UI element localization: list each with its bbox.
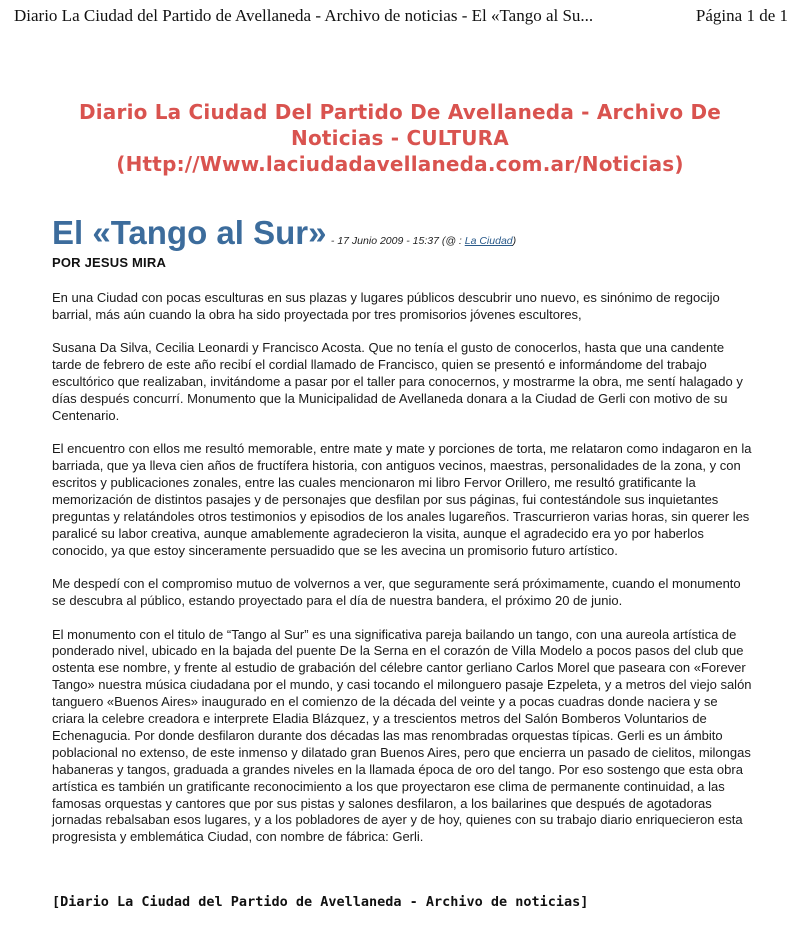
- print-header-page-number: Página 1 de 1: [695, 6, 788, 25]
- article-byline: POR JESUS MIRA: [52, 255, 167, 270]
- site-title-line-3: (Http://Www.laciudadavellaneda.com.ar/Noticias): [116, 152, 684, 176]
- article-meta-date: - 17 Junio 2009 - 15:37 (@ :: [330, 235, 465, 247]
- archive-footer-link[interactable]: [Diario La Ciudad del Partido de Avellaneda - Archivo de noticias]: [52, 894, 589, 910]
- article-paragraph-5: El monumento con el titulo de “Tango al Sur” es una significativa pareja bailando un tango, con una aureola artística de ponderado nivel, ubicado en la bajada del puente De la Serna en el corazón de Villa Modelo a pocos pasos del club que ostenta ese nombre, y frente al estudio de grabación del célebre cantor gerliano Carlos Morel que paseara con «Forever Tango» nuestra música ciudadana por el mundo, y casi tocando el milonguero pasaje Ezpeleta, y a metros del viejo salón tanguero «Buenos Aires» inaugurado en el comienzo de la década del veinte y a pocas cuadras donde naciera y se criara la celebre creadora e interprete Eladia Blázquez, y a trescientos metros del Salón Bomberos Voluntarios de Echenagucia. Por donde desfilaron durante dos décadas las mas renombradas orquestas típicas. Gerli es un ámbito poblacional no extenso, de este inmenso y dilatado gran Buenos Aires, pero que encierra un pasado de cielitos, milongas habaneras y tangos, graduada a grandes niveles en la llamada época de oro del tango. Por eso sostengo que esta obra artística es también un gratificante reconocimiento a los que proyectaron ese clima de permanente continuidad, a las famosas orquestas y cantores que por sus pistas y salones desfilaron, a los bailarines que después de agotadoras jornadas rebalsaban esos lugares, y a los pobladores de ayer y de hoy, quienes con su trabajo diario enriquecieron esta progresista y emblemática Ciudad, con nombre de fábrica: Gerli.: [52, 626, 752, 845]
- article-source-link[interactable]: La Ciudad: [464, 235, 513, 247]
- article-meta-suffix: ): [512, 235, 517, 247]
- article-header: [52, 214, 752, 254]
- site-title-line-2: Noticias - CULTURA: [291, 126, 509, 150]
- article-paragraph-4: Me despedí con el compromiso mutuo de volvernos a ver, que seguramente será próximamente, cuando el monumento se descubra al público, estando proyectado para el día de nuestra bandera, el próximo 20 de junio.: [52, 576, 741, 609]
- article-paragraph-3: El encuentro con ellos me resultó memorable, entre mate y mate y porciones de torta, me relataron como indagaron en la barriada, que ya lleva cien años de fructífera historia, con antiguos vecinos, maestras, personalidades de la zona, y con escritos y publicaciones zonales, entre las cuales mencionaron mi libro Fervor Orillero, me resultó gratificante la memorización de distintos pasajes y de personajes que desfilan por sus páginas, fui contestándole sus inquietantes preguntas y relatándoles otros testimonios y episodios de los anales lugareños. Trascurrieron varias horas, sin querer les paralicé su labor creativa, aunque amablemente agradecieron la visita, aunque el agradecido era yo por haberlos conocido, ya que estoy sinceramente persuadido que se les avecina un promisorio futuro artístico.: [52, 441, 752, 558]
- site-title-line-1: Diario La Ciudad Del Partido De Avellaneda - Archivo De: [78, 100, 722, 124]
- print-header-title: Diario La Ciudad del Partido de Avellaneda - Archivo de noticias - El «Tango al Su...: [14, 6, 594, 25]
- article-meta: [331, 235, 516, 247]
- article-paragraph-2: Susana Da Silva, Cecilia Leonardi y Francisco Acosta. Que no tenía el gusto de conocerlos, hasta que una candente tarde de febrero de este año recibí el cordial llamado de Francisco, quien se presentó e informándome del trabajo escultórico que realizaban, invitándome a pasar por el taller para conocernos, y mostrarme la obra, me sentí halagado y días después concurrí. Monumento que la Municipalidad de Avellaneda donara a la Ciudad de Gerli con motivo de su Centenario.: [52, 340, 743, 423]
- site-title: [60, 99, 740, 177]
- article-body: [52, 290, 752, 863]
- article-headline: El «Tango al Sur»: [52, 214, 327, 251]
- print-header: [0, 0, 800, 34]
- article-paragraph-1: En una Ciudad con pocas esculturas en sus plazas y lugares públicos descubrir uno nuevo, es sinónimo de regocijo barrial, más aún cuando la obra ha sido proyectada por tres promisorios jóvenes escultores,: [52, 290, 720, 322]
